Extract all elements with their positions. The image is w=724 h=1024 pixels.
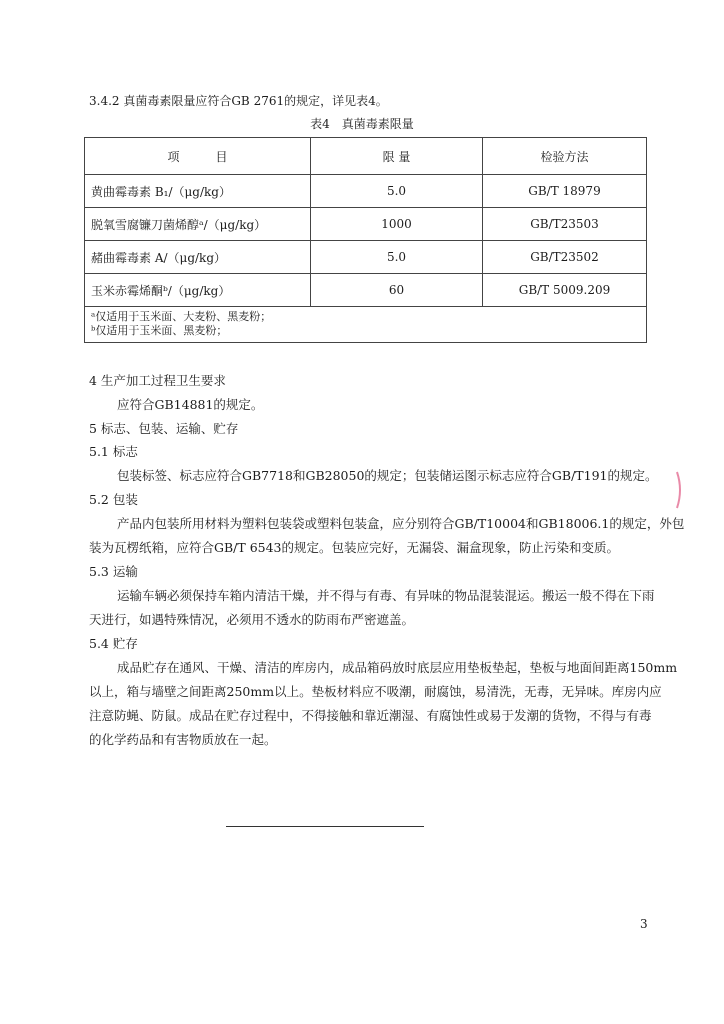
section-5-3-heading: 5.3 运输	[89, 564, 138, 579]
header-item: 项 目	[85, 138, 311, 175]
section-4-heading: 4 生产加工过程卫生要求	[89, 373, 226, 388]
cell-item: 黄曲霉毒素 B₁/（μg/kg）	[85, 175, 311, 208]
section-5-4-line: 的化学药品和有害物质放在一起。	[89, 732, 277, 747]
section-5-1-text: 包装标签、标志应符合GB7718和GB28050的规定；包装储运图示标志应符合GB/T191的规定。	[117, 468, 658, 483]
header-method: 检验方法	[483, 138, 647, 175]
table-caption: 表4 真菌毒素限量	[310, 117, 414, 131]
section-5-3-line: 天进行，如遇特殊情况，必须用不透水的防雨布严密遮盖。	[89, 612, 415, 627]
section-5-heading: 5 标志、包装、运输、贮存	[89, 421, 239, 436]
note-a: ᵃ仅适用于玉米面、大麦粉、黑麦粉；	[91, 310, 272, 323]
section-5-2-line: 产品内包装所用材料为塑料包装袋或塑料包装盒，应分别符合GB/T10004和GB18006.1的规定，外包	[117, 516, 685, 531]
cell-method: GB/T 5009.209	[483, 274, 647, 307]
section-5-4-line: 注意防蝇、防鼠。成品在贮存过程中，不得接触和靠近潮湿、有腐蚀性或易于发潮的货物，不得与有毒	[89, 708, 652, 723]
cell-item: 赭曲霉毒素 A/（μg/kg）	[85, 241, 311, 274]
cell-limit: 5.0	[311, 175, 483, 208]
section-5-4-line: 成品贮存在通风、干燥、清洁的库房内，成品箱码放时底层应用垫板垫起，垫板与地面间距离150mm	[117, 660, 678, 675]
section-5-4-heading: 5.4 贮存	[89, 636, 138, 651]
end-separator-line	[226, 826, 424, 827]
header-limit: 限 量	[311, 138, 483, 175]
table-row	[85, 241, 647, 274]
table-row	[85, 208, 647, 241]
table-row	[85, 175, 647, 208]
section-5-2-heading: 5.2 包装	[89, 492, 138, 507]
note-b: ᵇ仅适用于玉米面、黑麦粉；	[91, 324, 228, 337]
section-5-3-line: 运输车辆必须保持车箱内清洁干燥，并不得与有毒、有异味的物品混装混运。搬运一般不得在下雨	[117, 588, 655, 603]
table-header-row	[85, 138, 647, 175]
table-row	[85, 274, 647, 307]
section-4-text: 应符合GB14881的规定。	[117, 397, 264, 412]
cell-item: 玉米赤霉烯酮ᵇ/（μg/kg）	[85, 274, 311, 307]
section-5-4-line: 以上，箱与墙壁之间距离250mm以上。垫板材料应不吸潮，耐腐蚀，易清洗，无毒，无异味。库房内应	[89, 684, 662, 699]
section-5-1-heading: 5.1 标志	[89, 444, 138, 459]
seal-edge-mark	[673, 470, 687, 510]
cell-limit: 1000	[311, 208, 483, 241]
cell-method: GB/T23502	[483, 241, 647, 274]
table-notes-row	[85, 307, 647, 343]
cell-limit: 60	[311, 274, 483, 307]
table-notes	[85, 307, 647, 343]
section-5-2-line: 装为瓦楞纸箱，应符合GB/T 6543的规定。包装应完好，无漏袋、漏盒现象，防止污染和变质。	[89, 540, 620, 555]
cell-limit: 5.0	[311, 241, 483, 274]
cell-method: GB/T23503	[483, 208, 647, 241]
mycotoxin-limits-table	[84, 137, 647, 343]
clause-3-4-2: 3.4.2 真菌毒素限量应符合GB 2761的规定，详见表4。	[89, 94, 388, 108]
page-number: 3	[640, 917, 648, 931]
cell-method: GB/T 18979	[483, 175, 647, 208]
cell-item: 脱氧雪腐镰刀菌烯醇ᵃ/（μg/kg）	[85, 208, 311, 241]
